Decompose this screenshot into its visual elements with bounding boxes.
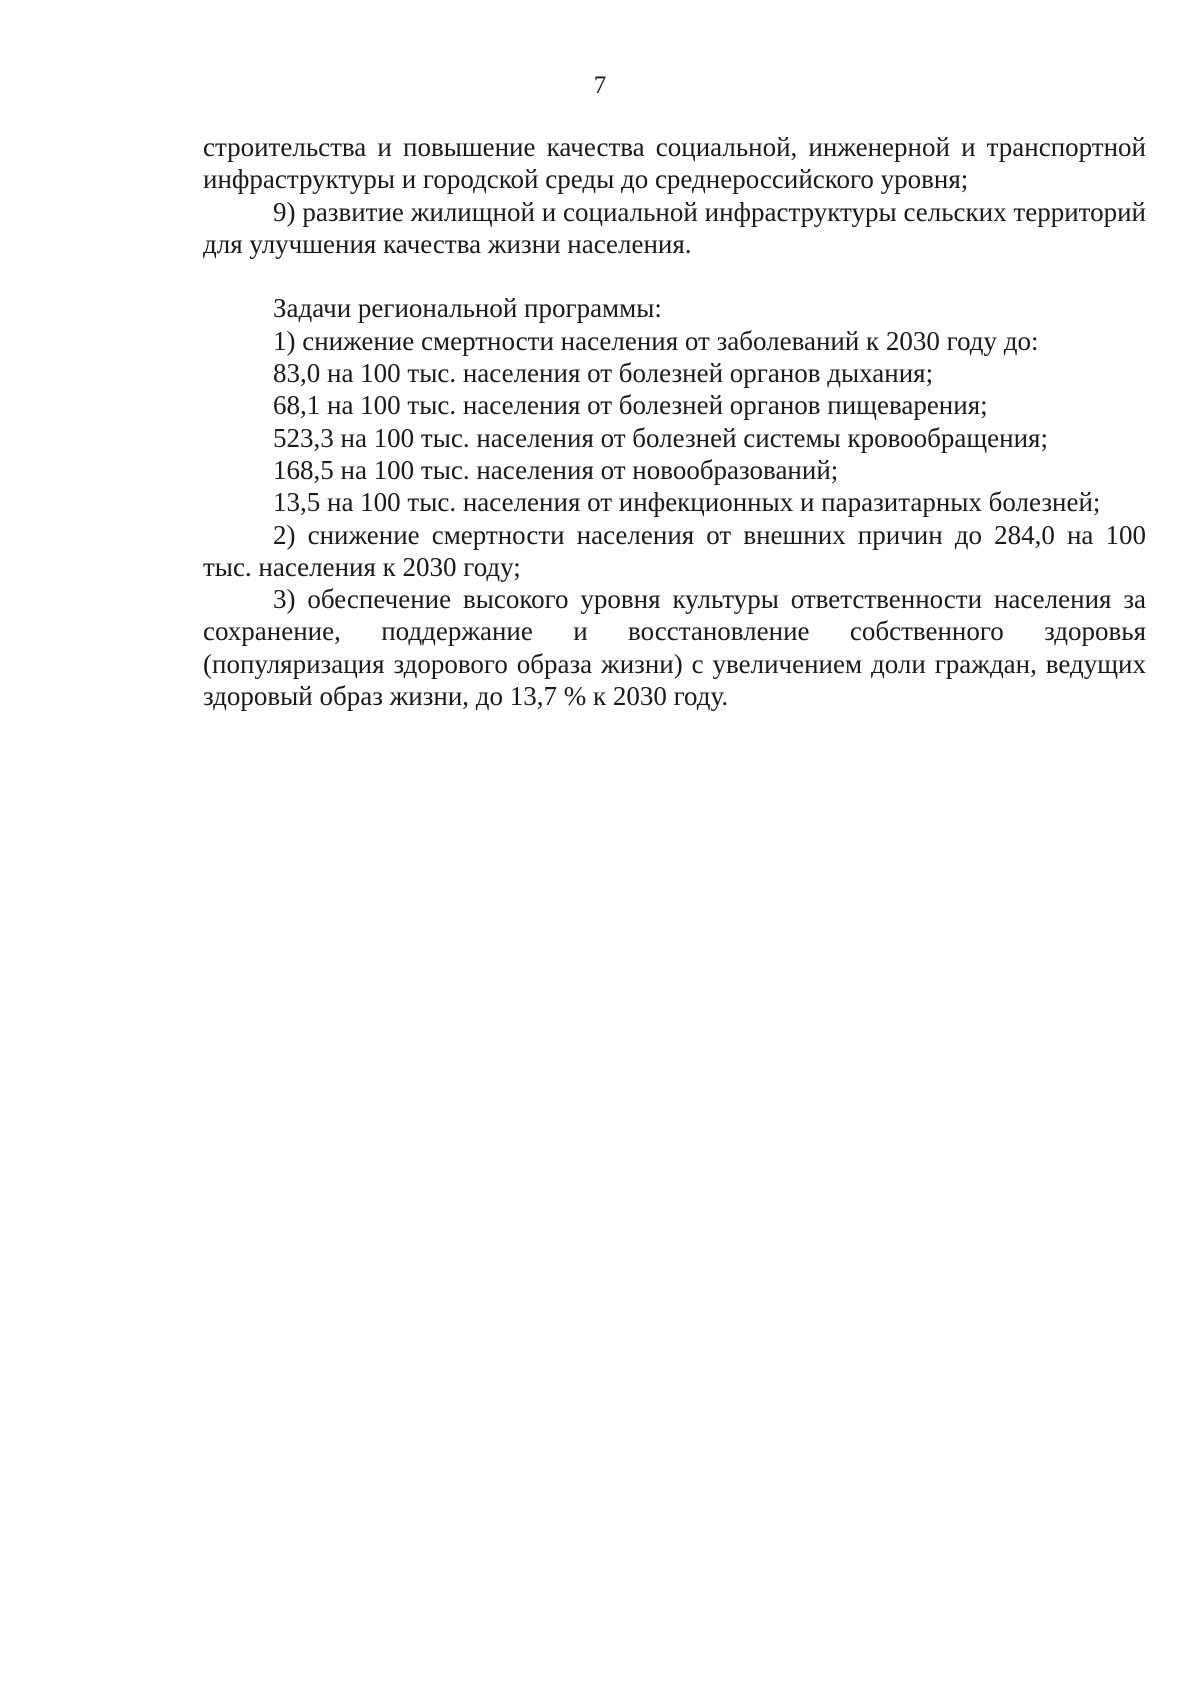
task-value-digestive: 68,1 на 100 тыс. населения от болезней органов пищеварения; bbox=[273, 390, 988, 421]
task-value-respiratory: 83,0 на 100 тыс. населения от болезней органов дыхания; bbox=[273, 358, 934, 389]
task-item-1: 1) снижение смертности населения от заболеваний к 2030 году до: bbox=[273, 325, 1039, 356]
paragraph-continuation: строительства и повышение качества социальной, инженерной и транспортной инфраструктуры и городской среды до среднероссийского уровня; bbox=[203, 132, 1146, 195]
page-number: 7 bbox=[593, 72, 607, 99]
document-body bbox=[203, 131, 1146, 712]
task-value-neoplasms: 168,5 на 100 тыс. населения от новообразований; bbox=[273, 454, 839, 485]
paragraph-item-9: 9) развитие жилищной и социальной инфраструктуры сельских территорий для улучшения качества жизни населения. bbox=[203, 196, 1146, 259]
task-value-infectious: 13,5 на 100 тыс. населения от инфекционных и паразитарных болезней; bbox=[273, 487, 1101, 518]
paragraph-spacer bbox=[203, 260, 1146, 292]
tasks-heading: Задачи региональной программы: bbox=[273, 293, 662, 324]
task-item-3: 3) обеспечение высокого уровня культуры ответственности населения за сохранение, поддержание и восстановление собственного здоровья (популяризация здорового образа жизни) с увеличением доли граждан, ведущих здоровый образ жизни, до 13,7 % к 2030 году. bbox=[203, 584, 1146, 712]
task-value-circulatory: 523,3 на 100 тыс. населения от болезней системы кровообращения; bbox=[273, 422, 1048, 453]
task-item-2: 2) снижение смертности населения от внешних причин до 284,0 на 100 тыс. населения к 2030 году; bbox=[203, 519, 1146, 582]
